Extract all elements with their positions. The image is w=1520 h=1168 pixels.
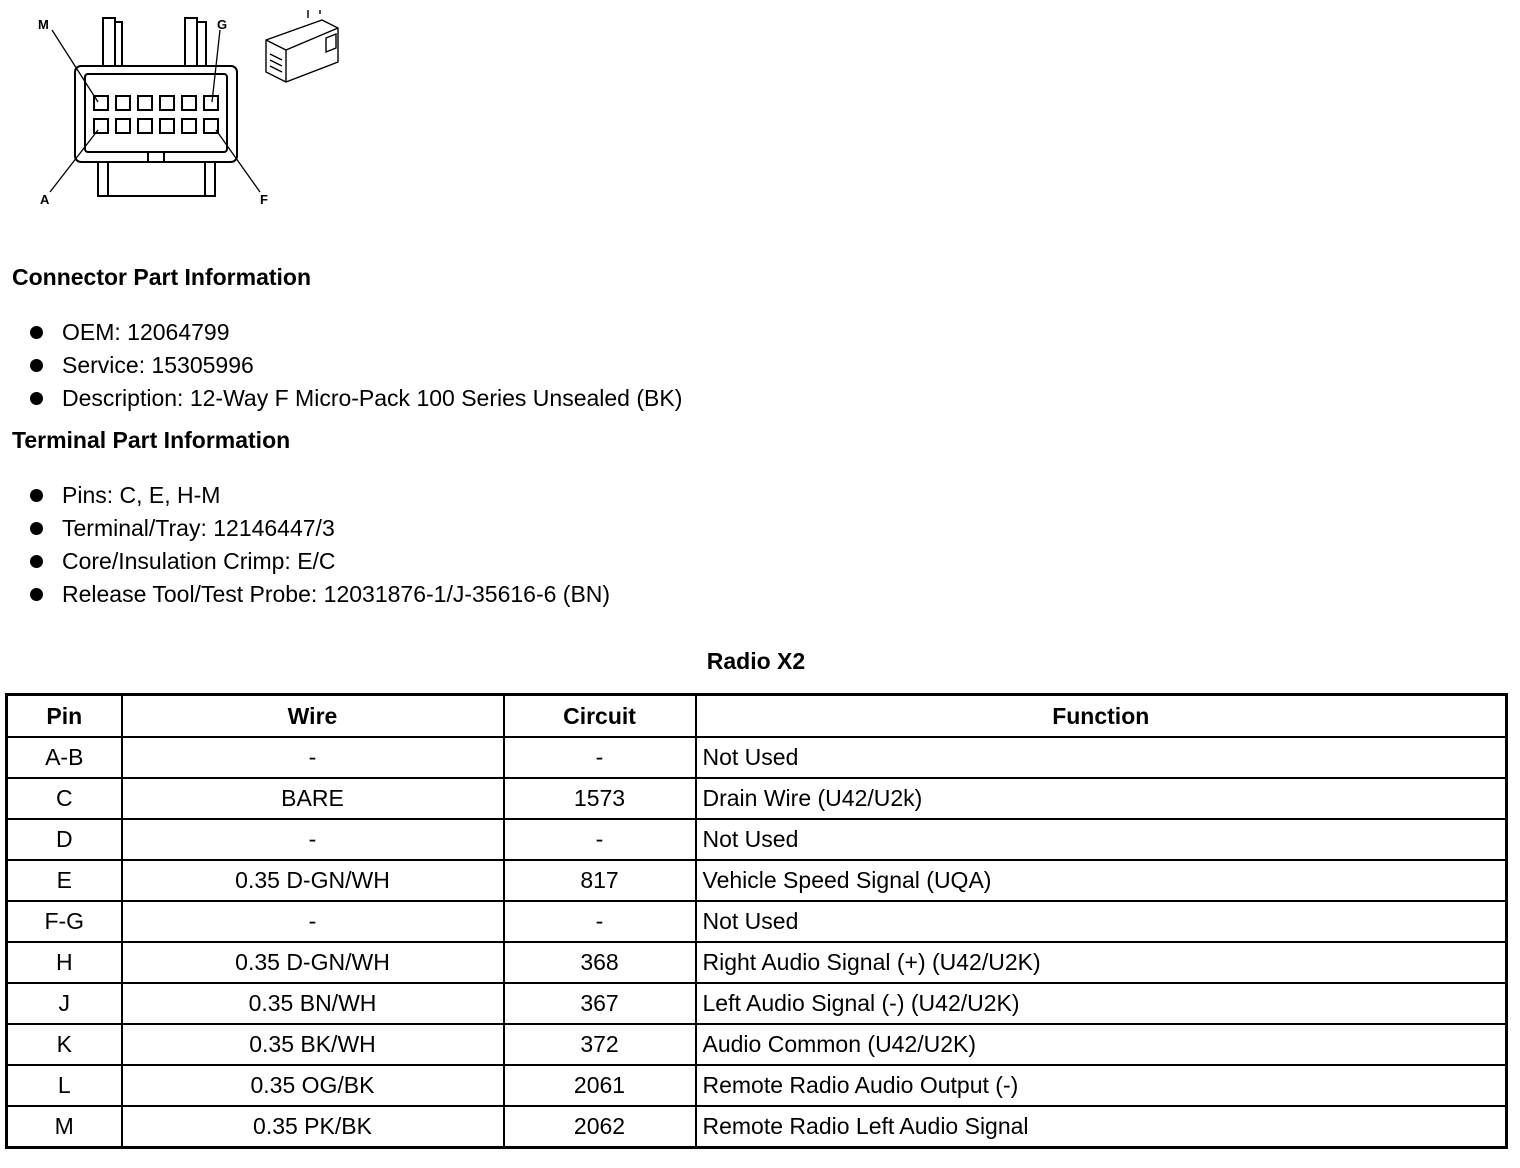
cavity-row-top [94,96,218,110]
cell-circuit: 2061 [504,1065,696,1106]
pinout-table [5,693,1508,1149]
connector-part-item: Service: 15305996 [28,349,682,382]
cell-circuit: 367 [504,983,696,1024]
table-header-row [7,695,1507,738]
cell-function: Not Used [696,737,1507,778]
cell-function: Not Used [696,819,1507,860]
cell-function: Vehicle Speed Signal (UQA) [696,860,1507,901]
pin-label-m: M [38,17,49,32]
table-title: Radio X2 [706,648,806,674]
column-header-pin: Pin [7,695,122,738]
cell-pin: D [7,819,122,860]
terminal-part-heading: Terminal Part Information [12,427,291,453]
cell-pin: J [7,983,122,1024]
table-row [7,860,1507,901]
cell-circuit: - [504,901,696,942]
table-row [7,778,1507,819]
cell-function: Drain Wire (U42/U2k) [696,778,1507,819]
cell-pin: K [7,1024,122,1065]
cell-circuit: - [504,737,696,778]
connector-latch-right [185,18,197,66]
terminal-part-item: Core/Insulation Crimp: E/C [28,545,610,578]
table-row [7,737,1507,778]
terminal-part-item: Pins: C, E, H-M [28,479,610,512]
cell-wire: BARE [122,778,504,819]
cell-wire: - [122,737,504,778]
table-row [7,819,1507,860]
column-header-circuit: Circuit [504,695,696,738]
cell-pin: A-B [7,737,122,778]
connector-isometric-illustration [266,10,338,82]
cavity-row-bottom [94,119,218,133]
table-row [7,1065,1507,1106]
terminal-part-list [28,479,610,611]
column-header-function: Function [696,695,1507,738]
cell-circuit: 368 [504,942,696,983]
connector-part-item: OEM: 12064799 [28,316,682,349]
table-row [7,983,1507,1024]
table-row [7,942,1507,983]
cell-wire: 0.35 OG/BK [122,1065,504,1106]
connector-base [98,162,215,196]
column-header-wire: Wire [122,695,504,738]
cell-wire: - [122,901,504,942]
table-row [7,901,1507,942]
cell-pin: C [7,778,122,819]
cell-wire: 0.35 BN/WH [122,983,504,1024]
cell-wire: 0.35 D-GN/WH [122,860,504,901]
cell-function: Remote Radio Audio Output (-) [696,1065,1507,1106]
cell-circuit: 372 [504,1024,696,1065]
pin-label-f: F [260,192,268,207]
cell-circuit: - [504,819,696,860]
terminal-part-item: Release Tool/Test Probe: 12031876-1/J-35616-6 (BN) [28,578,610,611]
cell-function: Left Audio Signal (-) (U42/U2K) [696,983,1507,1024]
cell-function: Not Used [696,901,1507,942]
connector-body [75,66,237,162]
cell-function: Right Audio Signal (+) (U42/U2K) [696,942,1507,983]
table-row [7,1024,1507,1065]
cell-pin: L [7,1065,122,1106]
cell-function: Audio Common (U42/U2K) [696,1024,1507,1065]
cell-function: Remote Radio Left Audio Signal [696,1106,1507,1148]
cell-wire: 0.35 BK/WH [122,1024,504,1065]
connector-part-list [28,316,682,415]
pin-label-g: G [217,17,228,32]
connector-diagram [30,10,360,215]
terminal-part-item: Terminal/Tray: 12146447/3 [28,512,610,545]
connector-part-heading: Connector Part Information [12,264,312,290]
connector-part-item: Description: 12-Way F Micro-Pack 100 Series Unsealed (BK) [28,382,682,415]
connector-latch-left [103,18,115,66]
cell-wire: - [122,819,504,860]
cell-pin: E [7,860,122,901]
cell-pin: H [7,942,122,983]
pin-label-a: A [40,192,50,207]
cell-circuit: 1573 [504,778,696,819]
cell-pin: M [7,1106,122,1148]
cell-circuit: 817 [504,860,696,901]
cell-circuit: 2062 [504,1106,696,1148]
table-row [7,1106,1507,1148]
cell-pin: F-G [7,901,122,942]
cell-wire: 0.35 D-GN/WH [122,942,504,983]
cell-wire: 0.35 PK/BK [122,1106,504,1148]
